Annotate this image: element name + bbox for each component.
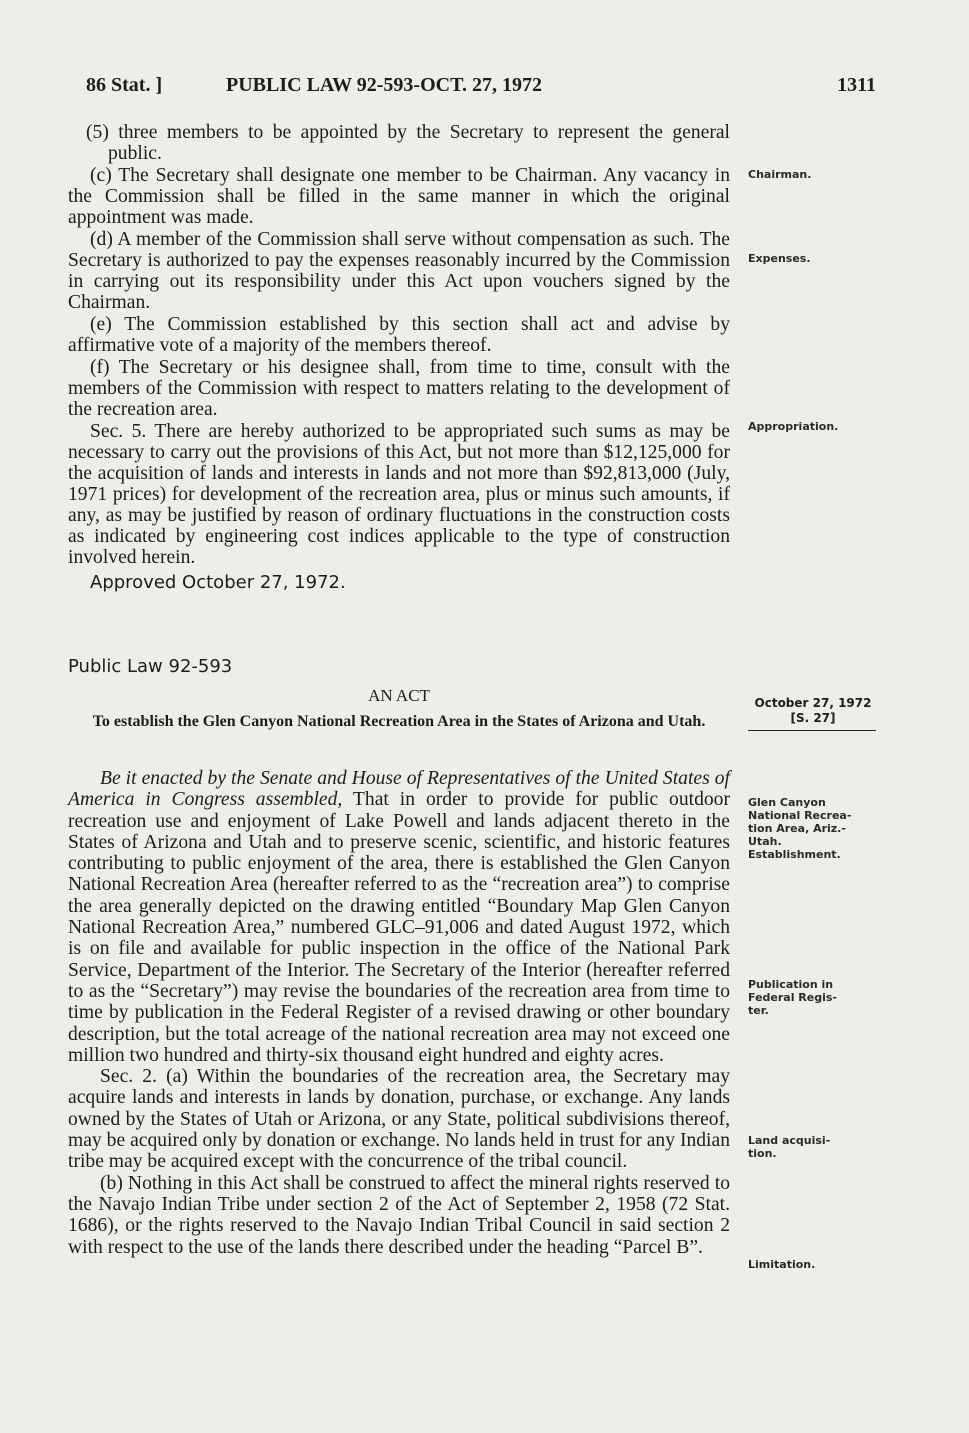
paragraph: (e) The Commission established by this section shall act and advise by affirmative vote of a majority of the members thereof. [68,314,730,356]
margin-note-appropriation: Appropriation. [748,420,839,433]
law-title: PUBLIC LAW 92-593-OCT. 27, 1972 [226,74,542,96]
an-act-heading: AN ACT [368,686,430,705]
paragraph: (5) three members to be appointed by the Secretary to represent the general public. [86,122,730,164]
stat-reference: 86 Stat. ] [86,74,163,96]
approval-date: Approved October 27, 1972. [90,572,346,593]
paragraph: (f) The Secretary or his designee shall, from time to time, consult with the members of the Commission with respect to matters relating to the development of the recreation area. [68,357,730,420]
bill-number: [S. 27] [790,711,836,725]
margin-line: tion. [748,1147,777,1160]
margin-line: Federal Regis- [748,991,837,1004]
section-2a-paragraph: Sec. 2. (a) Within the boundaries of the recreation area, the Secretary may acquire lands and interests in lands by donation, purchase, or exchange. Any lands owned by the States of Utah or Arizona, or any State, political subdivisions thereof, may be acquired only by donation or exchange. No lands held in trust for any Indian tribe may be acquired except with the concurrence of the tribal council. [68,1066,730,1173]
act-date-block [748,696,878,731]
enacting-body: That in order to provide for public outdoor recreation use and enjoyment of Lake Powell and lands adjacent thereto in the States of Arizona and Utah and to preserve scenic, scientific, and historic features contributing to public enjoyment of the area, there is established the Glen Canyon National Recreation Area (hereafter referred to as the “recreation area”) to comprise the area generally depicted on the drawing entitled “Boundary Map Glen Canyon National Recreation Area,” numbered GLC–91,006 and dated August 1972, which is on file and available for public inspection in the office of the National Park Service, Department of the Interior. The Secretary of the Interior (hereafter referred to as the “Secretary”) may revise the boundaries of the recreation area from time to time by publication in the Federal Register of a revised drawing or other boundary description, but the total acreage of the national recreation area may not exceed one million two hundred and thirty-six thousand eight hundred and eighty acres. [68,789,730,1066]
act-purpose: To establish the Glen Canyon National Recreation Area in the States of Arizona and Utah. [92,713,706,730]
public-law-heading: Public Law 92-593 [68,656,233,677]
margin-line: Glen Canyon [748,796,826,809]
divider [748,730,876,731]
margin-line: National Recrea- [748,809,852,822]
margin-note-glen-canyon [748,796,888,861]
margin-line: Land acquisi- [748,1134,831,1147]
section-2b-paragraph: (b) Nothing in this Act shall be construed to affect the mineral rights reserved to the Navajo Indian Tribe under section 2 of the Act of September 2, 1958 (72 Stat. 1686), or the rights reserved to the Navajo Indian Tribal Council in said section 2 with respect to the use of the lands there described under the heading “Parcel B”. [68,1172,730,1258]
body-text [68,122,730,594]
paragraph: (d) A member of the Commission shall serve without compensation as such. The Secretary is authorized to pay the expenses reasonably incurred by the Commission in carrying out its responsibility under this Act upon vouchers signed by the Chairman. [68,229,730,313]
margin-line: Establishment. [748,848,841,861]
margin-line: tion Area, Ariz.- [748,822,846,835]
margin-note-limitation: Limitation. [748,1258,816,1271]
margin-note-expenses: Expenses. [748,252,811,265]
enacting-clause: Be it enacted by the Senate and House of Representatives of the United States of America in Congress assembled, [68,768,730,811]
page-header [86,74,876,102]
margin-line: Publication in [748,978,834,991]
margin-note-land-acquisition [748,1134,888,1160]
page-number: 1311 [837,74,876,96]
act-date: October 27, 1972 [754,696,872,710]
margin-line: Utah. [748,835,782,848]
margin-note-publication [748,978,888,1017]
enactment-text [68,768,730,1258]
paragraph: (c) The Secretary shall designate one member to be Chairman. Any vacancy in the Commission shall be filled in the same manner in which the original appointment was made. [68,165,730,228]
section-5-paragraph: Sec. 5. There are hereby authorized to be appropriated such sums as may be necessary to carry out the provisions of this Act, but not more than $12,125,000 for the acquisition of lands and interests in lands and not more than $92,813,000 (July, 1971 prices) for development of the recreation area, plus or minus such amounts, if any, as may be justified by reason of ordinary fluctuations in the construction costs as indicated by engineering cost indices applicable to the type of construction involved herein. [68,421,730,568]
enacting-paragraph [68,768,730,1066]
margin-line: ter. [748,1004,769,1017]
margin-note-chairman: Chairman. [748,168,812,181]
